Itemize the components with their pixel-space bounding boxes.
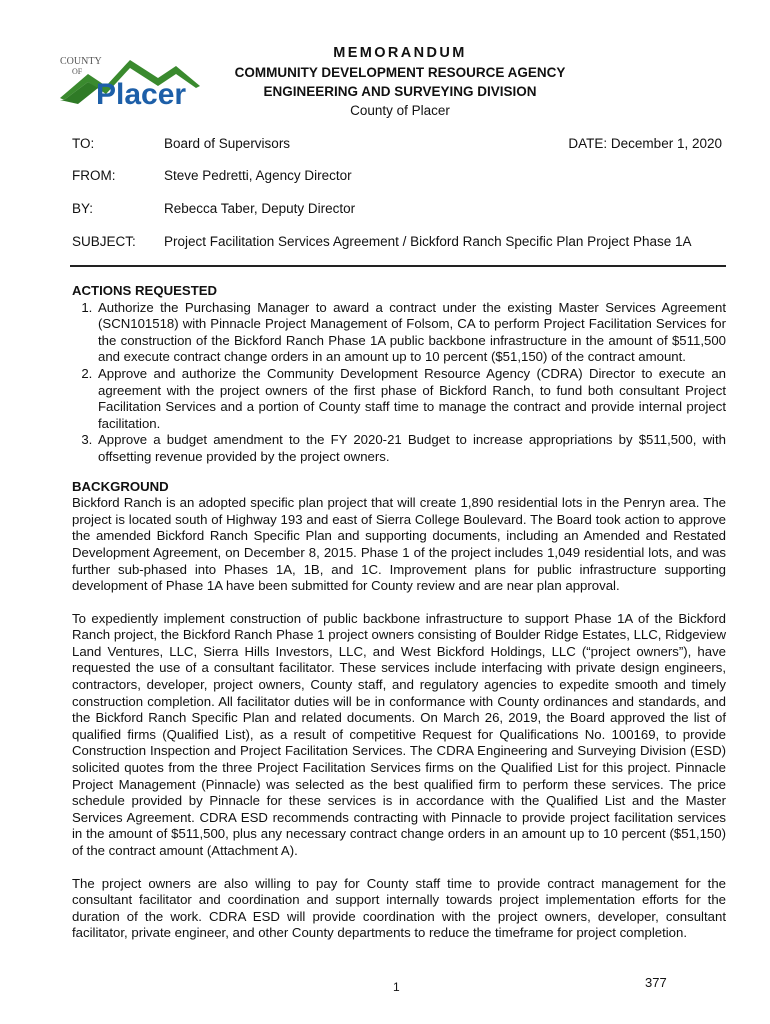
header-divider [70, 265, 726, 267]
to-value: Board of Supervisors [164, 136, 291, 151]
page-number: 1 [393, 980, 400, 994]
from-label: FROM: [72, 168, 116, 183]
division-name: ENGINEERING AND SURVEYING DIVISION [263, 84, 537, 99]
action-item: 3. Approve a budget amendment to the FY 2020-21 Budget to increase appropriations by $511,500, with offsetting revenue provided by the project owners. [96, 432, 726, 465]
logo-placer-text: Placer [96, 78, 187, 111]
subject-label: SUBJECT: [72, 234, 136, 249]
logo-of-text: OF [72, 67, 83, 76]
memo-title: MEMORANDUM [333, 45, 467, 61]
date-label: DATE: [568, 136, 608, 151]
to-label: TO: [72, 136, 95, 151]
actions-title: ACTIONS REQUESTED [72, 283, 218, 298]
action-item: 2. Approve and authorize the Community Development Resource Agency (CDRA) Director to execute an agreement with the project owners of the first phase of Bickford Ranch, to fund both consultant Project Facilitation Services and a portion of County staff time to manage the contract and provide internal project facilitation. [96, 366, 726, 432]
from-value: Steve Pedretti, Agency Director [164, 168, 352, 183]
county-logo [58, 52, 208, 112]
memo-header [200, 44, 600, 120]
background-title: BACKGROUND [72, 478, 169, 494]
by-value: Rebecca Taber, Deputy Director [164, 201, 356, 216]
county-name: County of Placer [350, 103, 450, 118]
actions-list [72, 300, 726, 466]
date-field [568, 136, 722, 151]
date-value: December 1, 2020 [610, 136, 722, 151]
logo-county-text: COUNTY [60, 56, 102, 67]
background-paragraph: Bickford Ranch is an adopted specific plan project that will create 1,890 residential lots in the Penryn area. The project is located south of Highway 193 and east of Sierra College Boulevard. The Board took action to approve the amended Bickford Ranch Specific Plan and supporting documents, including an Amended and Restated Development Agreement, on December 8, 2015. Phase 1 of the project includes 1,049 residential lots, and was further sub-phased into Phases 1A, 1B, and 1C. Improvement plans for public infrastructure supporting development of Phase 1A have been submitted for County review and are near plan approval. [72, 495, 726, 594]
background-paragraph: The project owners are also willing to pay for County staff time to provide contract management for the consultant facilitator and coordination and support internally towards project implementation efforts for the duration of the work. CDRA ESD will provide coordination with the project owners, developer, consultant facilitator, private engineer, and other County departments to reduce the timeframe for project completion. [72, 875, 726, 941]
by-label: BY: [72, 201, 94, 216]
packet-page-number: 377 [645, 975, 667, 990]
background-paragraph: To expediently implement construction of public backbone infrastructure to support Phase 1A of the Bickford Ranch project, the Bickford Ranch Phase 1 project owners consisting of Boulder Ridge Estates, LLC, Ridgeview Land Ventures, LLC, Sierra Hills Investors, LLC, and West Bickford Holdings, LLC (“project owners”), have requested the use of a consultant facilitator. These services include interfacing with private design engineers, contractors, developer, project owners, County staff, and regulatory agencies to expedite smooth and timely construction completion. All facilitator duties will be in conformance with County ordinances and standards, and the Bickford Ranch Specific Plan and related documents. On March 26, 2019, the Board approved the list of qualified firms (Qualified List), as a result of competitive Request for Qualifications No. 100169, to provide Construction Inspection and Project Facilitation Services. The CDRA Engineering and Surveying Division (ESD) solicited quotes from the three Project Facilitation Services firms on the Qualified List for this project. Pinnacle Project Management (Pinnacle) was selected as the best qualified firm to perform these services. The price schedule provided by Pinnacle for these services is in accordance with the Qualified List and the Master Services Agreement. CDRA ESD recommends contracting with Pinnacle to provide project facilitation services in the amount of $511,500, plus any necessary contract change orders in an amount up to 10 percent ($51,150) of the contract amount (Attachment A). [72, 610, 726, 858]
memo-body [72, 283, 726, 942]
agency-name: COMMUNITY DEVELOPMENT RESOURCE AGENCY [234, 65, 566, 80]
subject-value: Project Facilitation Services Agreement / Bickford Ranch Specific Plan Project Phase 1A [164, 234, 692, 249]
action-item: 1. Authorize the Purchasing Manager to award a contract under the existing Master Services Agreement (SCN101518) with Pinnacle Project Management of Folsom, CA to perform Project Facilitation Services for the construction of the Bickford Ranch Phase 1A public backbone infrastructure in the amount of $511,500 and execute contract change orders in an amount up to 10 percent ($51,150) of the contract amount. [96, 300, 726, 366]
